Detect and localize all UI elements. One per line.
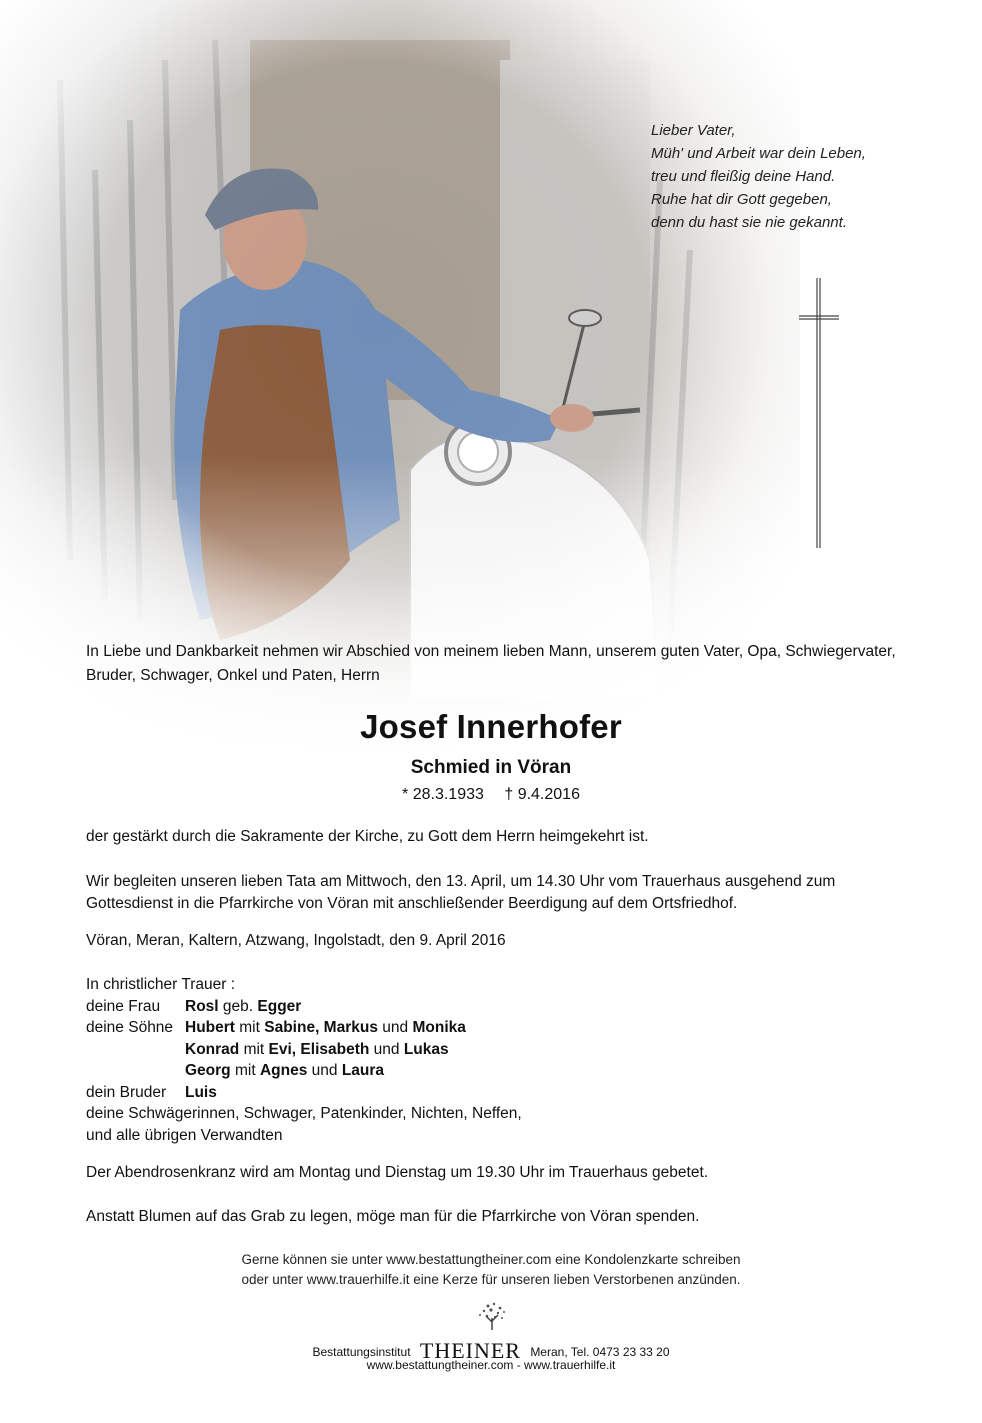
poem-line: treu und fleißig deine Hand. bbox=[651, 168, 836, 185]
sons-label: deine Söhne bbox=[86, 1019, 174, 1036]
wife-mid: geb. bbox=[222, 997, 254, 1015]
cross-icon bbox=[799, 278, 839, 548]
poem-line: Ruhe hat dir Gott gegeben, bbox=[651, 191, 832, 208]
deceased-name: Josef Innerhofer bbox=[360, 708, 622, 745]
place-date-text: Vöran, Meran, Kaltern, Atzwang, Ingolstadt, den 9. April 2016 bbox=[86, 932, 506, 949]
partner-names: Evi, Elisabeth bbox=[268, 1040, 370, 1058]
death-date: † 9.4.2016 bbox=[504, 786, 580, 803]
connector: mit bbox=[243, 1040, 265, 1058]
poem-line: Müh' und Arbeit war dein Leben, bbox=[651, 145, 866, 162]
brother-label: dein Bruder bbox=[86, 1083, 167, 1101]
connector: und bbox=[311, 1062, 338, 1079]
footer-contact: Meran, Tel. 0473 23 33 20 bbox=[530, 1345, 670, 1359]
son-name: Konrad bbox=[185, 1040, 240, 1058]
rosary-text: Der Abendrosenkranz wird am Montag und Dienstag um 19.30 Uhr im Trauerhaus gebetet. bbox=[86, 1164, 709, 1181]
theiner-logo: THEINER bbox=[419, 1338, 521, 1363]
connector: und bbox=[373, 1040, 400, 1058]
tree-logo-icon bbox=[458, 1300, 524, 1330]
footer-institute: Bestattungsinstitut bbox=[312, 1345, 411, 1359]
mourners-heading: In christlicher Trauer : bbox=[86, 976, 236, 993]
footer-websites: www.bestattungtheiner.com - www.trauerhilfe.it bbox=[366, 1358, 616, 1372]
partner-names: Sabine, Markus bbox=[264, 1019, 378, 1036]
partner-names: Laura bbox=[341, 1062, 385, 1079]
partner-names: Agnes bbox=[259, 1062, 308, 1079]
brother-name: Luis bbox=[185, 1083, 217, 1101]
birth-date: * 28.3.1933 bbox=[402, 786, 484, 803]
wife-label: deine Frau bbox=[86, 997, 161, 1015]
intro-text: In Liebe und Dankbarkeit nehmen wir Abschied von meinem lieben Mann, unserem guten Vater, Opa, Schwiegervater, Bruder, Schwager, Onkel und Paten, Herrn bbox=[86, 643, 896, 684]
connector: und bbox=[382, 1019, 409, 1036]
connector: mit bbox=[234, 1062, 256, 1079]
son-name: Georg bbox=[185, 1062, 231, 1079]
poem-line: denn du hast sie nie gekannt. bbox=[651, 214, 847, 231]
partner-names: Lukas bbox=[403, 1040, 449, 1058]
poem-line: Lieber Vater, bbox=[651, 122, 736, 139]
deceased-occupation: Schmied in Vöran bbox=[410, 757, 572, 778]
wife-maiden-name: Egger bbox=[257, 997, 302, 1015]
condolence-line: oder unter www.trauerhilfe.it eine Kerze für unseren lieben Verstorbenen anzünden. bbox=[241, 1272, 741, 1287]
connector: mit bbox=[239, 1019, 260, 1036]
funeral-text: Wir begleiten unseren lieben Tata am Mittwoch, den 13. April, um 14.30 Uhr vom Trauerhaus ausgehend zum Gottesdienst in die Pfarrkirche von Vöran mit anschließender Beerdigung auf dem Ortsfriedhof. bbox=[86, 873, 836, 912]
son-name: Hubert bbox=[185, 1019, 235, 1036]
sacraments-text: der gestärkt durch die Sakramente der Kirche, zu Gott dem Herrn heimgekehrt ist. bbox=[86, 828, 649, 845]
other-relatives: und alle übrigen Verwandten bbox=[86, 1126, 283, 1144]
life-dates bbox=[0, 786, 982, 804]
condolence-line: Gerne können sie unter www.bestattungtheiner.com eine Kondolenzkarte schreiben bbox=[241, 1252, 741, 1267]
flowers-text: Anstatt Blumen auf das Grab zu legen, möge man für die Pfarrkirche von Vöran spenden. bbox=[86, 1208, 700, 1225]
partner-names: Monika bbox=[412, 1019, 466, 1036]
condolence-note bbox=[0, 1250, 982, 1290]
wife-name: Rosl bbox=[185, 997, 219, 1015]
poem bbox=[651, 119, 866, 234]
other-relatives: deine Schwägerinnen, Schwager, Patenkinder, Nichten, Neffen, bbox=[86, 1105, 522, 1122]
